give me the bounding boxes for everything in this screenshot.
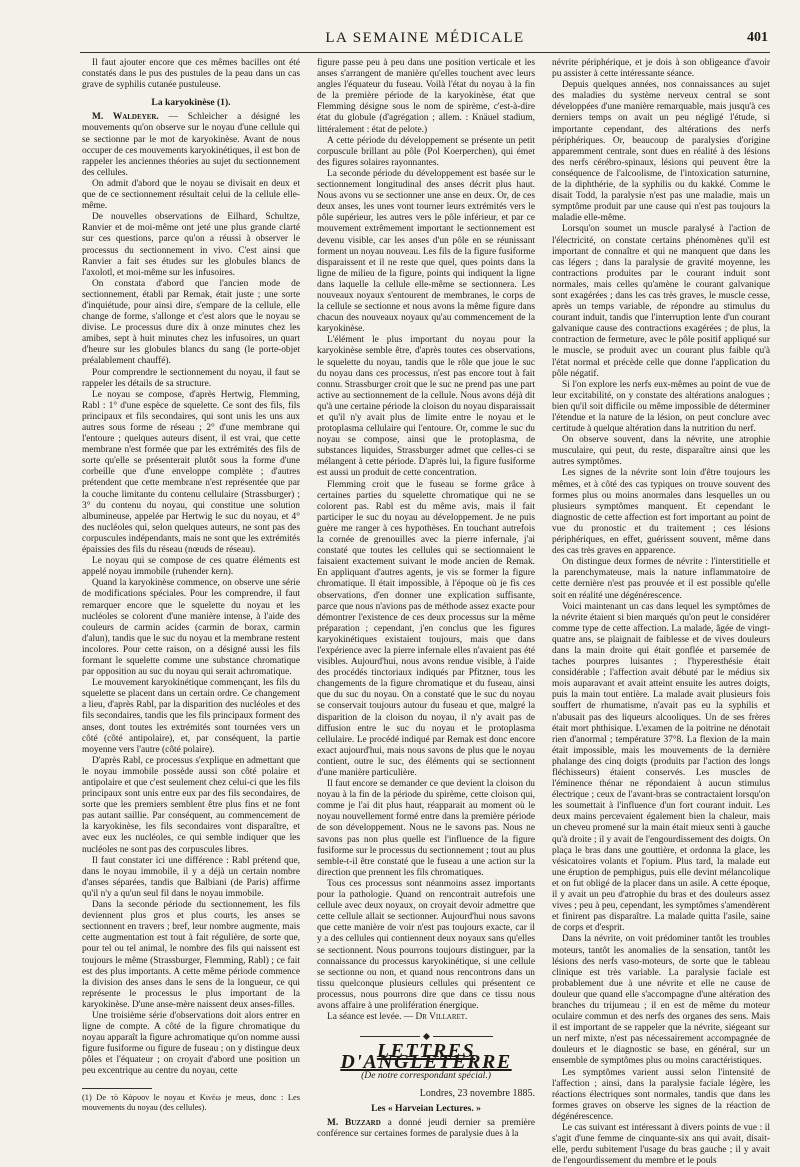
paragraph: On admit d'abord que le noyau se divisait en deux et que de ce sectionnement résultait celui de la cellule elle-même. <box>82 178 300 212</box>
closing-text: La séance est levée. — <box>327 1012 414 1023</box>
paragraph: On constata d'abord que l'ancien mode de sectionnement, établi par Remak, était juste ; une sorte d'inquiétude, pour ainsi dire, s'empare de la cellule, elle change de forme, s'allonge et c'est alors que le noyau se divise. Le processus dure dix à onze minutes chez les amibes, sept à huit minutes chez les infusoires, un quart d'heure sur les globules blancs du sang (le porte-objet préalablement chauffé). <box>82 278 300 367</box>
paragraph: figure passe peu à peu dans une position verticale et les anses s'arrangent de manière qu'elles touchent avec leurs angles l'équateur du fuseau. Voilà l'état du noyau à la fin de la première période de la karyokinèse, état que Flemming désigne sous le nom de spirème, c'est-à-dire état du globule (d'agrégation ; allem. : Knäuel stadium, littéralement : état de pelote.) <box>317 58 535 135</box>
paragraph: Dans la seconde période du sectionnement, les fils deviennent plus gros et plus courts, les anses se sectionnent en travers ; bref, leur nombre augmente, mais cette augmentation est tout à fait régulière, de sorte que, pour tel ou tel animal, le nombre des fils qui naissent est toujours le même (Strassburger, Flemming, Rabl) ; ce fait est des plus importants. A cette même période commence la division des anses dans le sens de la longueur, ce qui représente le processus le plus important de la karyokinèse. D'une anse-mère naissent deux anses-filles. <box>82 900 300 1010</box>
section-title: LETTRES D'ANGLETERRE <box>340 1040 512 1074</box>
paragraph: Si l'on explore les nerfs eux-mêmes au point de vue de leur excitabilité, on y constate des altérations analogues ; bien qu'il soit difficile ou même impossible de déterminer l'étendue et la nature de la lésion, on peut conclure avec certitude à quelque altération dans la nutrition du nerf. <box>552 379 770 435</box>
paragraph: Voici maintenant un cas dans lequel les symptômes de la névrite étaient si bien marqués qu'on peut le considérer comme type de cette affection. La malade, âgée de vingt-quatre ans, se plaignait de faiblesse et de vives douleurs dans la main droite qui était gonflée et parsemée de taches pourpres luisantes ; l'hyperesthésie était considérable ; l'affection avait débuté par le médius six mois auparavant et avait atteint ensuite les autres doigts, puis la main tout entière. La malade avait plusieurs fois souffert de rhumatisme, n'avait pas eu la syphilis et n'abusait pas des liqueurs alcooliques. Un de ses frères était mort phthisique. L'examen de la poitrine ne dénotait rien d'anormal ; température 37°8. La flexion de la main était impossible, mais les mouvements de la dernière phalange des cinq doigts (produits par l'action des longs fléchisseurs) étaient conservés. Les muscles de l'éminence thénar ne répondaient à aucun stimulus électrique ; ceux de l'avant-bras se contractaient lorsqu'on les soumettait à l'influence d'un fort courant induit. Les deux mains percevaient également bien la chaleur, mais un cheveu promené sur la main était mieux senti à gauche qu'à droite ; il y avait de l'engourdissement des doigts. On plaça le bras dans une gouttière, et ordonna la glace, les vésicatoires volants et l'opium. Plus tard, la malade eut une éruption de pemphigus, puis elle devint mélancolique et on fut obligé de la placer dans un asile. A cette époque, il y avait un peu d'atrophie du bras et des douleurs assez vives ; peu à peu, cependant, les symptômes s'amendèrent et finirent pas disparaître. La malade quitta l'asile, saine de corps et d'esprit. <box>552 601 770 934</box>
paragraph: Quand la karyokinèse commence, on observe une série de modifications spéciales. Pour les comprendre, il faut remarquer encore que le squelette du noyau et les nucléoles se colorent d'une manière intense, à l'aide des couleurs de carmin acides (carmin de borax, carmin d'alun), tandis que le suc du noyau et la membrane restent incolores. Pour cette raison, on a désigné aussi les fils formant le squelette comme une substance chromatique par opposition au suc du noyau qui serait achromatique. <box>82 578 300 678</box>
paragraph: Les signes de la névrite sont loin d'être toujours les mêmes, et à côté des cas typiques on trouve souvent des formes plus ou moins anormales dans lesquelles un ou plusieurs symptômes manquent. Et cependant le diagnostic de cette affection est fort important au point de vue du pronostic et du traitement ; ces lésions périphériques, en effet, guérissent souvent, même dans des cas très graves en apparence. <box>552 468 770 557</box>
paragraph: Il faut constater ici une différence : Rabl prétend que, dans le noyau immobile, il y a déjà un certain nombre d'anses séparées, tandis que Balbiani (de Paris) affirme qu'il n'y a qu'un seul fil dans le noyau immobile. <box>82 855 300 899</box>
section-heading: La karyokinèse (1). <box>151 97 231 109</box>
paragraph: Il faut ajouter encore que ces mêmes bacilles ont été constatés dans le pus des pustules de la peau dans un cas grave de syphilis cutanée pustuleuse. <box>82 58 300 91</box>
footnote: (1) De τὸ Κάρυον le noyau et Κινέω je meus, donc : Les mouvements du noyau (des cellules). <box>82 1092 300 1112</box>
paragraph: — Schleicher a désigné les mouvements qu'on observe sur le noyau d'une cellule qui se sectionne par le mot de karyokinèse. Avant de nous occuper de ces mouvements karyokinétiques, il est bon de rappeler les anciennes théories au sujet du sectionnement des cellules. <box>82 112 300 178</box>
paragraph: Flemming croit que le fuseau se forme grâce à certaines parties du squelette chromatique qui ne se colorent pas. Rabl est du même avis, mais il fait participer le suc du noyau au développement. Je ne puis guère me ranger à ces hypothèses. En touchant autrefois la cornée de grenouilles avec la pierre infernale, j'ai constaté que toutes les cellules qui se sectionnaient le faisaient exactement suivant le mode ancien de Remak. En appliquant d'autres agents, je vis se former la figure chromatique. Il était impossible, à l'époque où je fis ces observations, d'en donner une explication suffisante, parce que nous n'avions pas de méthode assez exacte pour démontrer l'existence de ces deux processus sur la même préparation ; cependant, j'en conclus que les figures karyokinétiques existaient toujours, mais que dans l'expérience avec la pierre infernale elles n'avaient pas été visibles. Aujourd'hui, nous avons rendue visible, à l'aide des procédés tinctoriaux indiqués par Pfitzner, tous les changements de la figure chromatique et du fuseau, ainsi que du suc du noyau. On a constaté que le suc du noyau se conservait toujours autour du fuseau et que, malgré la disparition de la cloison du noyau, il n'y avait pas de diffusion entre le suc du noyau et le protoplasma cellulaire. Le procédé indiqué par Remak est donc encore exact aujourd'hui, mais nous savons de plus que le noyau contient, outre le suc, des éléments qui se sectionnent d'une manière particulière. <box>317 479 536 778</box>
paragraph: Depuis quelques années, nos connaissances au sujet des maladies du système nerveux central se sont développées d'une manière remarquable, mais jusqu'à ces derniers temps on avait un peu négligé l'étude, si importante cependant, des altérations des nerfs périphériques. Or, beaucoup de paralysies d'origine apparemment centrale, sont dues en réalité à des lésions des nerfs cérébro-spinaux, lésions qui peuvent être la conséquence de l'alcoolisme, de l'intoxication saturnine, de la diphthérie, de la syphilis ou du kakké. Comme le disait Todd, la paralysie n'est pas une maladie, mais un symptôme produit par une cause qui n'est pas toujours la maladie elle-même. <box>552 80 770 224</box>
page-number: 401 <box>747 30 768 45</box>
paragraph: névrite périphérique, et je dois à son obligeance d'avoir pu assister à cette intéressante séance. <box>552 58 770 80</box>
paragraph: Les symptômes varient aussi selon l'intensité de l'affection ; ainsi, dans la paralysie faciale légère, les réactions électriques sont normales, tandis que dans les formes graves on observe les signes de la réaction de dégénérescence. <box>552 1067 770 1122</box>
speaker-name: M. Buzzard <box>327 1117 381 1128</box>
paragraph: Dans la névrite, on voit prédominer tantôt les troubles moteurs, tantôt les anomalies de la sensation, tantôt les lésions des nerfs vaso-moteurs, de sorte que le tableau clinique est très variable. La paralysie faciale est probablement due à une névrite et elle ne cause de douleur que quand elle s'accompagne d'une altération des branches du trijumeau ; il en est de même du moteur oculaire commun et des nerfs des organes des sens. Mais il est important de se rappeler que la névrite, siégeant sur un nerf mixte, n'est pas nécessairement accompagnée de douleurs et le diagnostic se base, en général, sur un ensemble de symptômes plus ou moins caractéristiques. <box>552 934 770 1067</box>
speaker-name: M. Waldeyer. <box>92 112 159 123</box>
paragraph: Tous ces processus sont néanmoins assez importants pour la pathologie. Quand on rencontrait autrefois une cellule avec deux noyaux, on croyait devoir admettre que cette cellule allait se sectionner. Aujourd'hui nous savons que cette manière de voir n'est pas toujours exacte, car il y a des cellules qui contiennent deux noyaux sans qu'elles se sectionnent. Nous pourrons toujours distinguer, par la connaissance du processus karyokinétique, si une cellule se sectionne ou non, et quand nous rencontrons dans un tissu quelconque plusieurs cellules qui présentent ce processus, nous pourrons dire que dans ce tissu nous avons affaire à une prolifération énergique. <box>317 878 535 1011</box>
dateline: Londres, 23 novembre 1885. <box>419 1087 535 1099</box>
column-2 <box>317 58 536 1139</box>
paragraph: Le mouvement karyokinétique commençant, les fils du squelette se placent dans un certain ordre. Ce changement a lieu, d'après Rabl, par la disparition des nucléoles et des fils secondaires, tandis que les fils principaux forment des anses, dont toutes les extrémités sont tournées vers un côté (côté antipolaire), et, par conséquent, la partie moyenne vers l'autre (côté polaire). <box>82 678 300 755</box>
journal-title: LA SEMAINE MÉDICALE <box>325 30 525 46</box>
paragraph: On observe souvent, dans la névrite, une atrophie musculaire, qui peut, du reste, disparaître ainsi que les autres symptômes. <box>552 435 770 468</box>
signature: Dr Villaret. <box>415 1012 468 1023</box>
paragraph: La seconde période du développement est basée sur le sectionnement longitudinal des anses décrit plus haut. Nous avons vu se sectionner une anse en deux. Or, de ces deux anses, les unes vont tourner leurs extrémités vers le pôle supérieur, les autres vers le pôle inférieur, et par ce mouvement extrêmement important le sectionnement est devenu visible, car les anses d'un pôle en se réunissant forment un noyau nouveau. Les fils de la figure fusiforme disparaissent et il ne reste que quel, ques points dans la ligne de milieu de la figure, points qui indiquent la ligne dans laquelle la cellule elle-même se sectionnera. Les nouveaux noyaux s'entourent de membranes, le corps de la cellule se sectionne et nous avons la même figure dans chacun des nouveaux noyaux qu'au commencement de la karyokinèse. <box>317 168 535 335</box>
paragraph: Pour comprendre le sectionnement du noyau, il faut se rappeler les détails de sa structure. <box>82 367 300 389</box>
paragraph: On distingue deux formes de névrite : l'interstitielle et la parenchymateuse, mais la nature inflammatoire de cette dernière n'est pas prouvée et il est possible qu'elle soit en réalité une dégénérescence. <box>552 557 770 601</box>
sub-heading: Les « Harveian Lectures. » <box>371 1102 481 1114</box>
paragraph: Lorsqu'on soumet un muscle paralysé à l'action de l'électricité, on constate certains phénomènes qu'il est important de connaître et qui ne manquent que dans les cas légers ; dans la paralysie de gravité moyenne, les contractions produites par le courant induit sont normales, mais celles qu'amène le courant galvanique sont exagérées ; dans les cas très graves, le muscle cesse, après un temps variable, de répondre au stimulus du courant induit, tandis que l'interruption lente d'un courant galvanique cause des contractions exagérées ; de plus, la contraction de fermeture, avec le pôle positif appliqué sur le muscle, se produit avec un courant plus faible qu'à l'état normal et précède celle que donne l'application du pôle négatif. <box>552 224 770 379</box>
section-subtitle: (De notre correspondant spécial.) <box>361 1070 491 1082</box>
paragraph: Le noyau se compose, d'après Hertwig, Flemming, Rabl : 1° d'une espèce de squelette. Ce sont des fils, fils principaux et fils secondaires, qui sont unis les uns aux autres sous forme de réseau ; 2° d'une membrane qui l'entoure ; quelques auteurs disent, il est vrai, que cette membrane n'est formée que par les extrémités des fils de sorte qu'elle se présenterait plutôt sous la forme d'une corbeille que d'une enveloppe complète ; d'autres prétendent que cette membrane n'est représentée que par la couche limitante du contenu cellulaire (Strassburger) ; 3° du contenu du noyau, qui constitue une solution albumineuse, appelée par Hertwig le suc du noyau, et 4° des nucléoles qui, selon quelques auteurs, ne sont pas des corpuscules indépendants, mais ne sont que les extrémités épaissies des fils du réseau (nœuds de réseau). <box>82 389 300 556</box>
column-1 <box>82 58 300 1118</box>
paragraph: a donné jeudi dernier sa première conférence sur certaines formes de paralysie dues à la <box>317 1117 536 1139</box>
page-header <box>80 30 770 53</box>
paragraph: Le noyau qui se compose de ces quatre éléments est appelé noyau immobile (ruhender kern). <box>82 556 300 578</box>
paragraph: Il faut encore se demander ce que devient la cloison du noyau à la fin de la période du spirème, cette cloison qui, comme je l'ai dit plus haut, réapparait au moment où le noyau nouvellement formé entre dans la première période de son développement. Nous ne le savons pas. Nous ne savons pas non plus quelle est l'influence de la figure fusiforme sur le processus du sectionnement ; tout au plus semble-t-il être constaté que le fuseau a une action sur la direction que prennent les fils chromatiques. <box>317 779 535 878</box>
paragraph: D'après Rabl, ce processus s'explique en admettant que le noyau immobile possède aussi son côté polaire et antipolaire et que c'est seulement chez celui-ci que les fils principaux sont unis entre eux par des fils secondaires, de sorte que les premiers semblent être plus fins et ne font pas autant saillie. Par conséquent, au commencement de la karyokinèse, les fils secondaires vont disparaître, et avec eux les nucléoles, ce qui semble indiquer que les nucléoles ne sont pas des corpuscules libres. <box>82 755 300 855</box>
paragraph: Une troisième série d'observations doit alors entrer en ligne de compte. A côté de la figure chromatique du noyau apparaît la figure achromatique qu'on nomme aussi figure fusiforme ou figure de fuseau ; on y distingue deux pôles et l'équateur ; on croyait d'abord une position un peu excentrique au centre du noyau, cette <box>82 1010 300 1077</box>
paragraph: A cette période du développement se présente un petit corpuscule brillant au pôle (Pol Koerperchen), qui émet des figures solaires rayonnantes. <box>317 135 535 168</box>
paragraph: De nouvelles observations de Eilhard, Schultze, Ranvier et de moi-même ont jeté une plus grande clarté sur ces questions, parce qu'on a réussi à observer le processus du sectionnement in vivo. C'est ainsi que Ranvier a fait ses études sur les globules blancs de l'axolotl, et moi-même sur les infusoires. <box>82 212 300 278</box>
column-3 <box>552 58 770 1167</box>
paragraph: L'élément le plus important du noyau pour la karyokinèse semble être, d'après toutes ces observations, le squelette du noyau, tandis que le rôle que joue le suc du noyau dans ces processus, n'est pas encore tout à fait connu. Strassburger croit que le suc ne prend pas une part active au sectionnement de la cellule. Nous avons déjà dit qu'à une certaine période la cloison du noyau disparaissait et qu'il n'y avait plus de limite entre le noyau et le protoplasma cellulaire qui l'entoure. Or, comme le suc du noyau se compose, ainsi que le protoplasma, de substances liquides, Strassburger admet que celles-ci se mélangent à cette période. D'après lui, la figure fusiforme est aussi un produit de cette concentration. <box>317 335 535 479</box>
paragraph: Le cas suivant est intéressant à divers points de vue : il s'agit d'une femme de cinquante-six ans qui avait, disait-elle, perdu subitement l'usage du bras gauche ; il y avait de l'engourdissement du membre et le pouls <box>552 1123 770 1167</box>
footnote-rule <box>82 1088 152 1089</box>
